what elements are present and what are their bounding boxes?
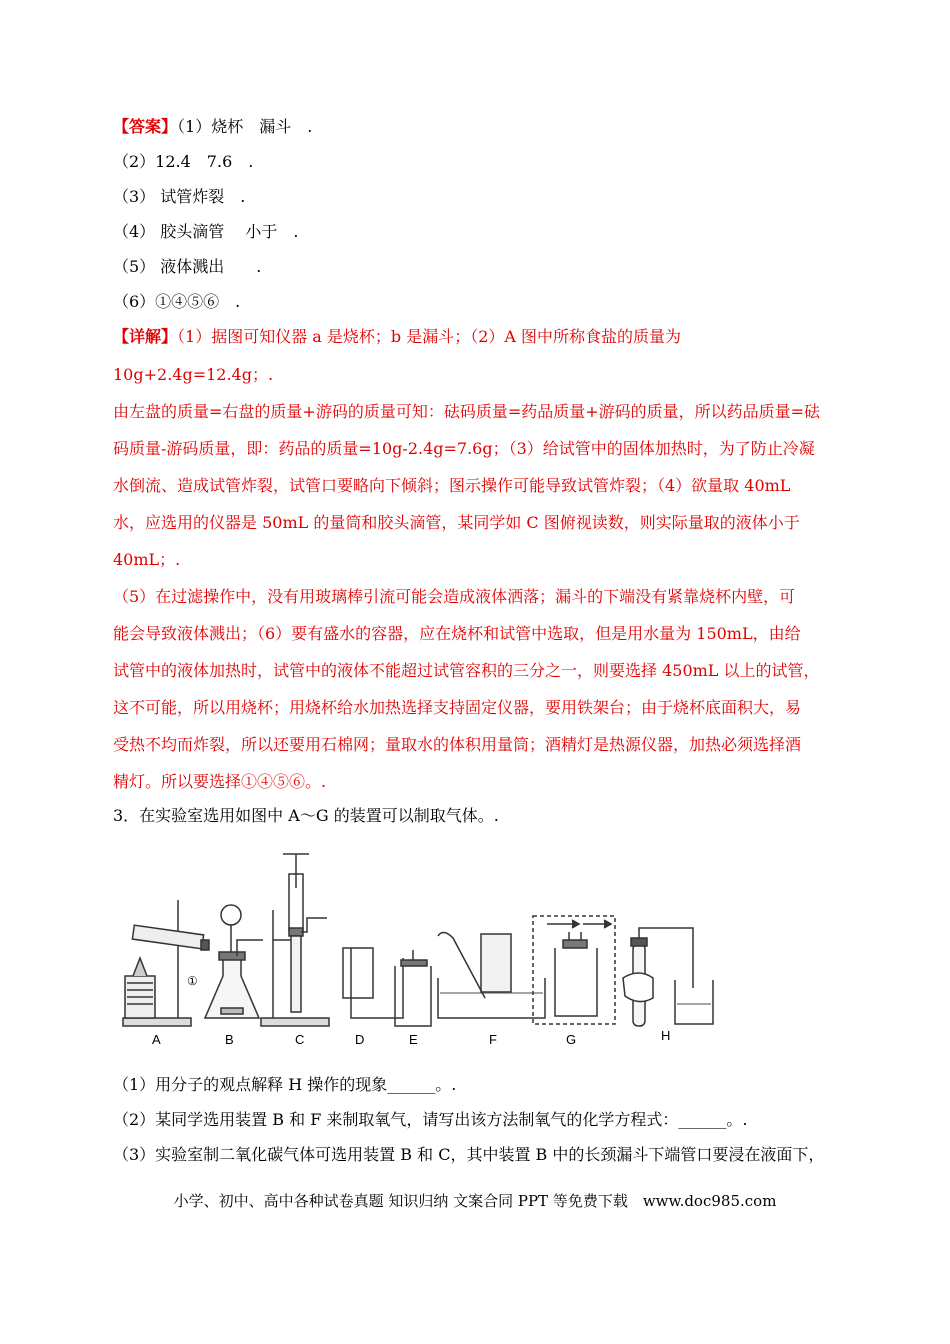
apparatus-c (261, 854, 329, 1026)
sub-question-3: （3）实验室制二氧化碳气体可选用装置 B 和 C，其中装置 B 中的长颈漏斗下端管口要浸在液面下， (113, 1145, 825, 1164)
detail-line: 10g+2.4g=12.4g；. (113, 365, 274, 384)
detail-first-text: （1）据图可知仪器 a 是烧杯；b 是漏斗；（2）A 图中所称食盐的质量为 (177, 327, 682, 346)
label-f: F (489, 1032, 497, 1047)
detail-line: 由左盘的质量=右盘的质量+游码的质量可知：砝码质量=药品质量+游码的质量，所以药品质量=砝 (113, 402, 821, 421)
detail-line: 水倒流、造成试管炸裂，试管口要略向下倾斜；图示操作可能导致试管炸裂；（4）欲量取 40mL (113, 476, 791, 495)
detail-line: （5）在过滤操作中，没有用玻璃棒引流可能会造成液体洒落；漏斗的下端没有紧靠烧杯内壁，可 (113, 587, 796, 606)
label-mark-1: ① (187, 974, 198, 988)
answer-line-3: （3） 试管炸裂 . (113, 187, 246, 206)
apparatus-a (123, 900, 209, 1026)
label-d: D (355, 1032, 365, 1047)
detail-line: 能会导致液体溅出；（6）要有盛水的容器，应在烧杯和试管中选取，但是用水量为 150mL，由给 (113, 624, 801, 643)
apparatus-h (623, 928, 713, 1026)
label-g: G (566, 1032, 577, 1047)
label-a: A (152, 1032, 161, 1047)
detail-line: 这不可能，所以用烧杯；用烧杯给水加热选择支持固定仪器，要用铁架台；由于烧杯底面积大，易 (113, 698, 802, 717)
detail-line: 试管中的液体加热时，试管中的液体不能超过试管容积的三分之一，则要选择 450mL 以上的试管， (113, 661, 820, 680)
detail-tag: 【详解】 (113, 327, 178, 346)
detail-line: 水，应选用的仪器是 50mL 的量筒和胶头滴管，某同学如 C 图俯视读数，则实际量取的液体小于 (113, 513, 800, 532)
apparatus-d-e (343, 948, 431, 1026)
answer-line-4: （4） 胶头滴管 小于 . (113, 222, 299, 241)
apparatus-f (438, 932, 545, 1018)
answer-tag: 【答案】 (113, 117, 178, 136)
detail-paragraph (113, 365, 843, 809)
question-stem: 3．在实验室选用如图中 A～G 的装置可以制取气体。. (113, 806, 499, 825)
answer-line-6: （6）①④⑤⑥ . (113, 292, 241, 311)
detail-first-line (113, 327, 681, 347)
apparatus-b (205, 905, 263, 1018)
page-footer: 小学、初中、高中各种试卷真题 知识归纳 文案合同 PPT 等免费下载 www.doc985.com (173, 1192, 777, 1210)
sub-question-2: （2）某同学选用装置 B 和 F 来制取氧气，请写出该方法制氧气的化学方程式：______。. (113, 1110, 748, 1129)
answer-line-2: （2）12.4 7.6 . (113, 152, 254, 171)
detail-line: 40mL；. (113, 550, 181, 569)
detail-line: 精灯。所以要选择①④⑤⑥。. (113, 772, 327, 791)
answer-line-1 (113, 117, 312, 137)
apparatus-drawing (113, 848, 723, 1028)
label-e: E (409, 1032, 418, 1047)
apparatus-figure (113, 848, 723, 1058)
answer-line-5: （5） 液体溅出 . (113, 257, 262, 276)
answer-text-1: （1）烧杯 漏斗 . (177, 117, 313, 136)
sub-question-1: （1）用分子的观点解释 H 操作的现象______。. (113, 1075, 457, 1094)
label-c: C (295, 1032, 305, 1047)
label-b: B (225, 1032, 234, 1047)
detail-line: 码质量-游码质量，即：药品的质量=10g-2.4g=7.6g；（3）给试管中的固体加热时，为了防止冷凝 (113, 439, 815, 458)
label-h: H (661, 1028, 671, 1043)
detail-line: 受热不均而炸裂，所以还要用石棉网；量取水的体积用量筒；酒精灯是热源仪器，加热必须选择酒 (113, 735, 802, 754)
